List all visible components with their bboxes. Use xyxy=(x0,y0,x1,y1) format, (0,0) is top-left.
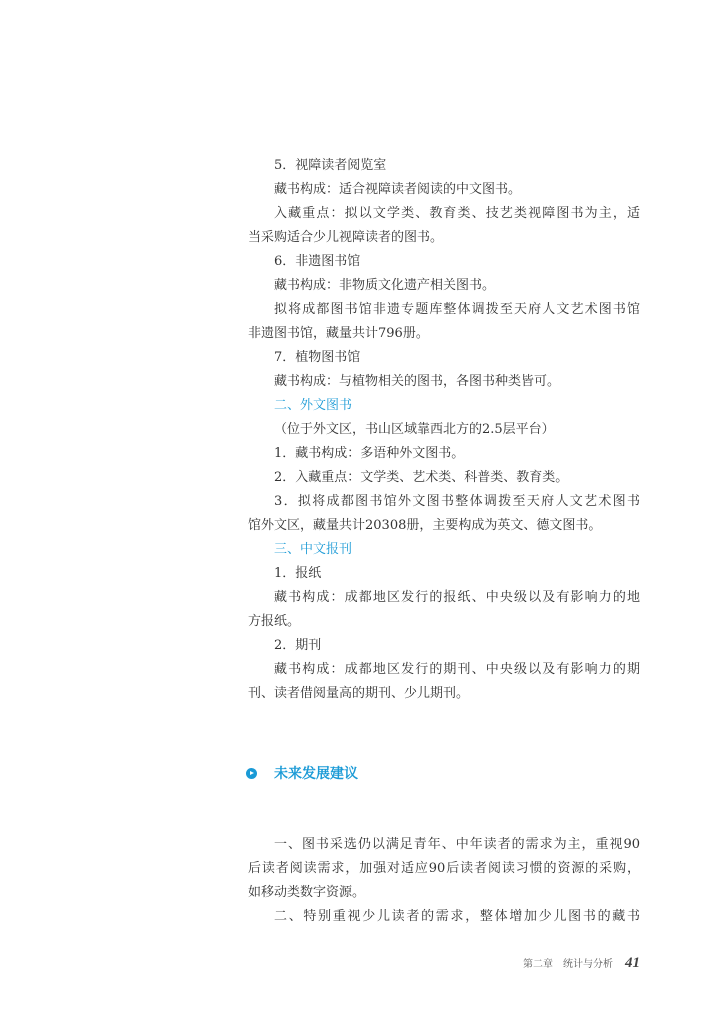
paragraph-line: 藏书构成：成都地区发行的期刊、中央级以及有影响力的期 xyxy=(274,662,640,677)
page-number: 41 xyxy=(625,955,640,971)
paragraph-line: 一、图书采选仍以满足青年、中年读者的需求为主，重视90 xyxy=(274,837,640,852)
heading-journals: 2．期刊 xyxy=(274,638,322,653)
section-title: 未来发展建议 xyxy=(274,766,358,782)
section-heading-future-suggestions xyxy=(246,763,358,783)
paragraph-line: 藏书构成：适合视障读者阅读的中文图书。 xyxy=(274,182,522,197)
heading-botanical-library: 7．植物图书馆 xyxy=(274,350,361,365)
heading-intangible-heritage-library: 6．非遗图书馆 xyxy=(274,254,361,269)
paragraph-line: 入藏重点：拟以文学类、教育类、技艺类视障图书为主，适 xyxy=(274,206,640,221)
paragraph-line: 3．拟将成都图书馆外文图书整体调拨至天府人文艺术图书 xyxy=(274,494,640,509)
play-circle-icon xyxy=(246,768,257,779)
paragraph-line: 2．入藏重点：文学类、艺术类、科普类、教育类。 xyxy=(274,470,569,485)
page-footer xyxy=(500,955,640,972)
paragraph-line: 后读者阅读需求，加强对适应90后读者阅读习惯的资源的采购， xyxy=(248,861,640,876)
paragraph-line: （位于外文区，书山区域靠西北方的2.5层平台） xyxy=(274,422,555,437)
chapter-label: 第二章 统计与分析 xyxy=(523,959,613,970)
paragraph-line: 拟将成都图书馆非遗专题库整体调拨至天府人文艺术图书馆 xyxy=(274,302,640,317)
paragraph-line: 藏书构成：非物质文化遗产相关图书。 xyxy=(274,278,496,293)
paragraph-line: 藏书构成：成都地区发行的报纸、中央级以及有影响力的地 xyxy=(274,590,640,605)
paragraph-line: 如移动类数字资源。 xyxy=(248,885,366,900)
paragraph-line: 藏书构成：与植物相关的图书，各图书种类皆可。 xyxy=(274,374,561,389)
paragraph-line: 馆外文区，藏量共计20308册，主要构成为英文、德文图书。 xyxy=(248,518,602,533)
heading-newspapers: 1．报纸 xyxy=(274,566,322,581)
heading-visually-impaired-reading-room: 5．视障读者阅览室 xyxy=(274,158,387,173)
heading-foreign-books: 二、外文图书 xyxy=(274,398,353,413)
paragraph-line: 当采购适合少儿视障读者的图书。 xyxy=(248,230,444,245)
paragraph-line: 1．藏书构成：多语种外文图书。 xyxy=(274,446,465,461)
paragraph-line: 非遗图书馆，藏量共计796册。 xyxy=(248,326,429,341)
heading-chinese-periodicals: 三、中文报刊 xyxy=(274,542,353,557)
paragraph-line: 刊、读者借阅量高的期刊、少儿期刊。 xyxy=(248,686,470,701)
paragraph-line: 二、特别重视少儿读者的需求，整体增加少儿图书的藏书 xyxy=(274,909,640,924)
paragraph-line: 方报纸。 xyxy=(248,614,301,629)
